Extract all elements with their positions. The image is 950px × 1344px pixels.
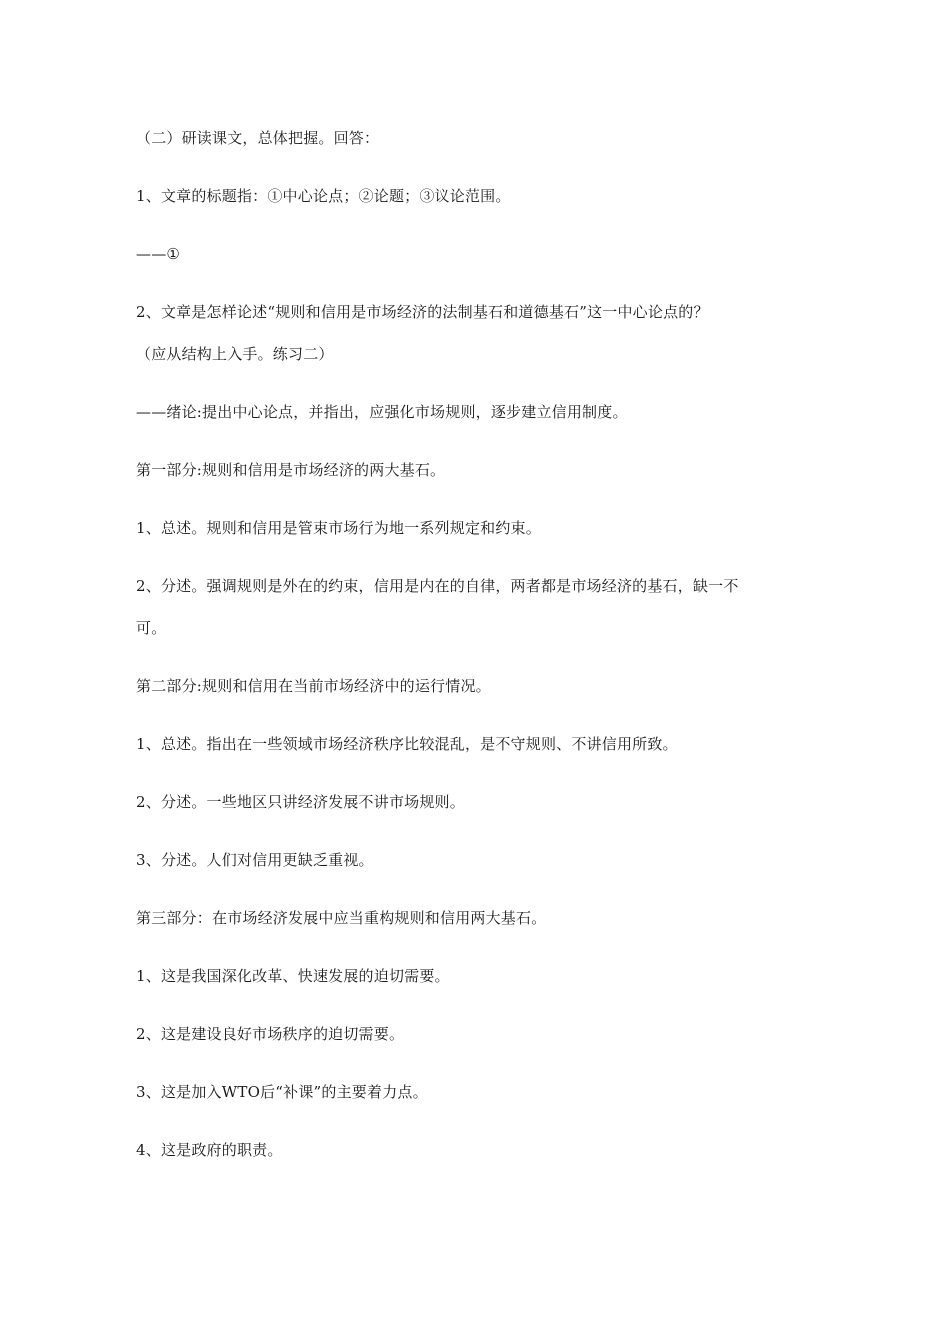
part-2-item-3: 3、分述。人们对信用更缺乏重视。 (136, 851, 374, 869)
part-3-item-4: 4、这是政府的职责。 (136, 1141, 283, 1159)
part-2-item-1: 1、总述。指出在一些领域市场经济秩序比较混乱，是不守规则、不讲信用所致。 (136, 735, 678, 753)
question-1: 1、文章的标题指：①中心论点；②论题；③议论范围。 (136, 187, 511, 205)
part-2-item-2: 2、分述。一些地区只讲经济发展不讲市场规则。 (136, 793, 465, 811)
section-heading: （二）研读课文，总体把握。回答： (136, 129, 380, 147)
part-1-item-2-continued: 可。 (136, 619, 167, 637)
answer-1: ——① (136, 245, 181, 263)
part-1-item-1: 1、总述。规则和信用是管束市场行为地一系列规定和约束。 (136, 519, 541, 537)
part-2-heading: 第二部分:规则和信用在当前市场经济中的运行情况。 (136, 677, 491, 695)
part-3-heading: 第三部分：在市场经济发展中应当重构规则和信用两大基石。 (136, 909, 547, 927)
part-3-item-2: 2、这是建设良好市场秩序的迫切需要。 (136, 1025, 405, 1043)
part-3-item-1: 1、这是我国深化改革、快速发展的迫切需要。 (136, 967, 450, 985)
question-2: 2、文章是怎样论述“规则和信用是市场经济的法制基石和道德基石”这一中心论点的？ (136, 303, 709, 321)
part-3-item-3: 3、这是加入WTO后“补课”的主要着力点。 (136, 1083, 428, 1101)
question-2-hint: （应从结构上入手。练习二） (136, 345, 334, 363)
part-1-heading: 第一部分:规则和信用是市场经济的两大基石。 (136, 461, 446, 479)
introduction-summary: ——绪论:提出中心论点，并指出，应强化市场规则，逐步建立信用制度。 (136, 403, 628, 421)
part-1-item-2: 2、分述。强调规则是外在的约束，信用是内在的自律，两者都是市场经济的基石，缺一不 (136, 577, 739, 595)
